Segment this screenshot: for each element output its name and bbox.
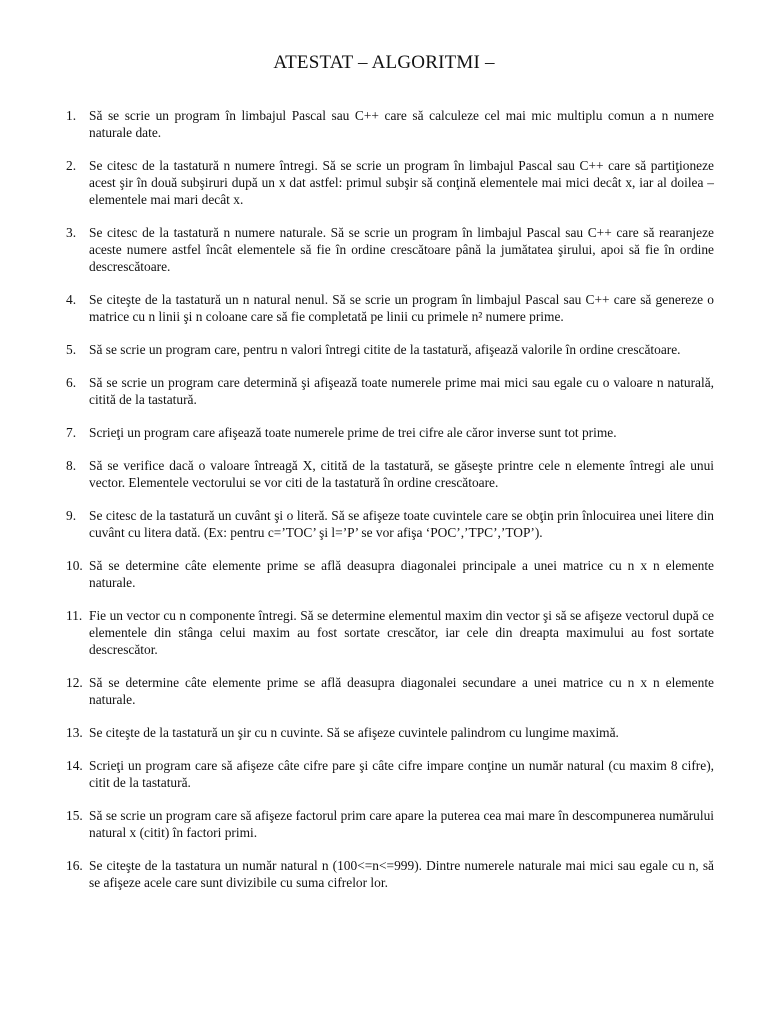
item-text: Se citeşte de la tastatură un şir cu n cuvinte. Să se afişeze cuvintele palindrom cu lungime maximă. xyxy=(89,725,619,740)
list-item xyxy=(66,457,714,491)
list-item xyxy=(66,674,714,708)
list-item xyxy=(66,374,714,408)
list-item xyxy=(66,757,714,791)
item-number: 11. xyxy=(66,608,83,623)
item-number: 5. xyxy=(66,342,77,357)
item-text: Se citesc de la tastatură n numere naturale. Să se scrie un program în limbajul Pascal sau C++ care să rearanjeze aceste numere astfel încât elementele să fie în ordine crescătoare până la jumătatea şirului, apoi să fie în ordine descrescătoare. xyxy=(89,225,714,274)
list-item xyxy=(66,107,714,141)
document-title: ATESTAT – ALGORITMI – xyxy=(273,52,495,73)
list-item xyxy=(66,291,714,325)
item-text: Să se scrie un program în limbajul Pascal sau C++ care să calculeze cel mai mic multiplu comun a n numere naturale date. xyxy=(89,108,714,140)
item-text: Se citesc de la tastatură n numere întregi. Să se scrie un program în limbajul Pascal sau C++ care să partiţioneze acest şir în două subşiruri după un x dat astfel: primul subşir să conţină elementele mai mici decât x, iar al doilea – elementele mai mari decât x. xyxy=(89,158,714,207)
item-text: Să se scrie un program care, pentru n valori întregi citite de la tastatură, afişează valorile în ordine crescătoare. xyxy=(89,342,681,357)
list-item xyxy=(66,341,714,358)
list-item xyxy=(66,507,714,541)
item-number: 12. xyxy=(66,675,83,690)
list-item xyxy=(66,607,714,658)
list-item xyxy=(66,857,714,891)
item-text: Să se determine câte elemente prime se află deasupra diagonalei principale a unei matrice cu n x n elemente naturale. xyxy=(89,558,714,590)
item-text: Se citeşte de la tastatura un număr natural n (100<=n<=999). Dintre numerele naturale mai mici sau egale cu n, să se afişeze acele care sunt divizibile cu suma cifrelor lor. xyxy=(89,858,714,890)
item-number: 7. xyxy=(66,425,77,440)
item-text: Să se scrie un program care determină şi afişează toate numerele prime mai mici sau egale cu o valoare n naturală, citită de la tastatură. xyxy=(89,375,714,407)
item-number: 15. xyxy=(66,808,83,823)
item-number: 9. xyxy=(66,508,77,523)
item-text: Scrieţi un program care să afişeze câte cifre pare şi câte cifre impare conţine un număr natural (cu maxim 8 cifre), citit de la tastatură. xyxy=(89,758,714,790)
list-item xyxy=(66,557,714,591)
list-item xyxy=(66,724,714,741)
item-number: 2. xyxy=(66,158,77,173)
item-number: 13. xyxy=(66,725,83,740)
item-text: Scrieţi un program care afişează toate numerele prime de trei cifre ale căror inverse sunt tot prime. xyxy=(89,425,617,440)
item-number: 1. xyxy=(66,108,77,123)
item-number: 6. xyxy=(66,375,77,390)
item-text: Se citeşte de la tastatură un n natural nenul. Să se scrie un program în limbajul Pascal sau C++ care să genereze o matrice cu n linii şi n coloane care să fie completată pe linii cu primele n² numere prime. xyxy=(89,292,714,324)
item-number: 4. xyxy=(66,292,77,307)
list-item xyxy=(66,157,714,208)
list-item xyxy=(66,807,714,841)
list-item xyxy=(66,424,714,441)
item-text: Să se scrie un program care să afişeze factorul prim care apare la puterea cea mai mare în descompunerea numărului natural x (citit) în factori primi. xyxy=(89,808,714,840)
item-text: Se citesc de la tastatură un cuvânt şi o literă. Să se afişeze toate cuvintele care se obţin prin înlocuirea unei litere din cuvânt cu litera dată. (Ex: pentru c=’TOC’ şi l=’P’ se vor afişa ‘POC’,’TPC’,’TOP’). xyxy=(89,508,714,540)
exercise-list xyxy=(66,107,714,907)
item-number: 3. xyxy=(66,225,77,240)
item-text: Să se determine câte elemente prime se află deasupra diagonalei secundare a unei matrice cu n x n elemente naturale. xyxy=(89,675,714,707)
item-number: 14. xyxy=(66,758,83,773)
list-item xyxy=(66,224,714,275)
item-text: Să se verifice dacă o valoare întreagă X, citită de la tastatură, se găseşte printre cele n elemente întregi ale unui vector. Elementele vectorului se vor citi de la tastatură în ordine crescătoare. xyxy=(89,458,714,490)
item-number: 8. xyxy=(66,458,77,473)
item-text: Fie un vector cu n componente întregi. Să se determine elementul maxim din vector şi să se afişeze vectorul după ce elementele din stânga celui maxim au fost sortate crescător, iar cele din dreapta maximului au fost sortate descrescător. xyxy=(89,608,714,657)
item-number: 16. xyxy=(66,858,83,873)
item-number: 10. xyxy=(66,558,83,573)
